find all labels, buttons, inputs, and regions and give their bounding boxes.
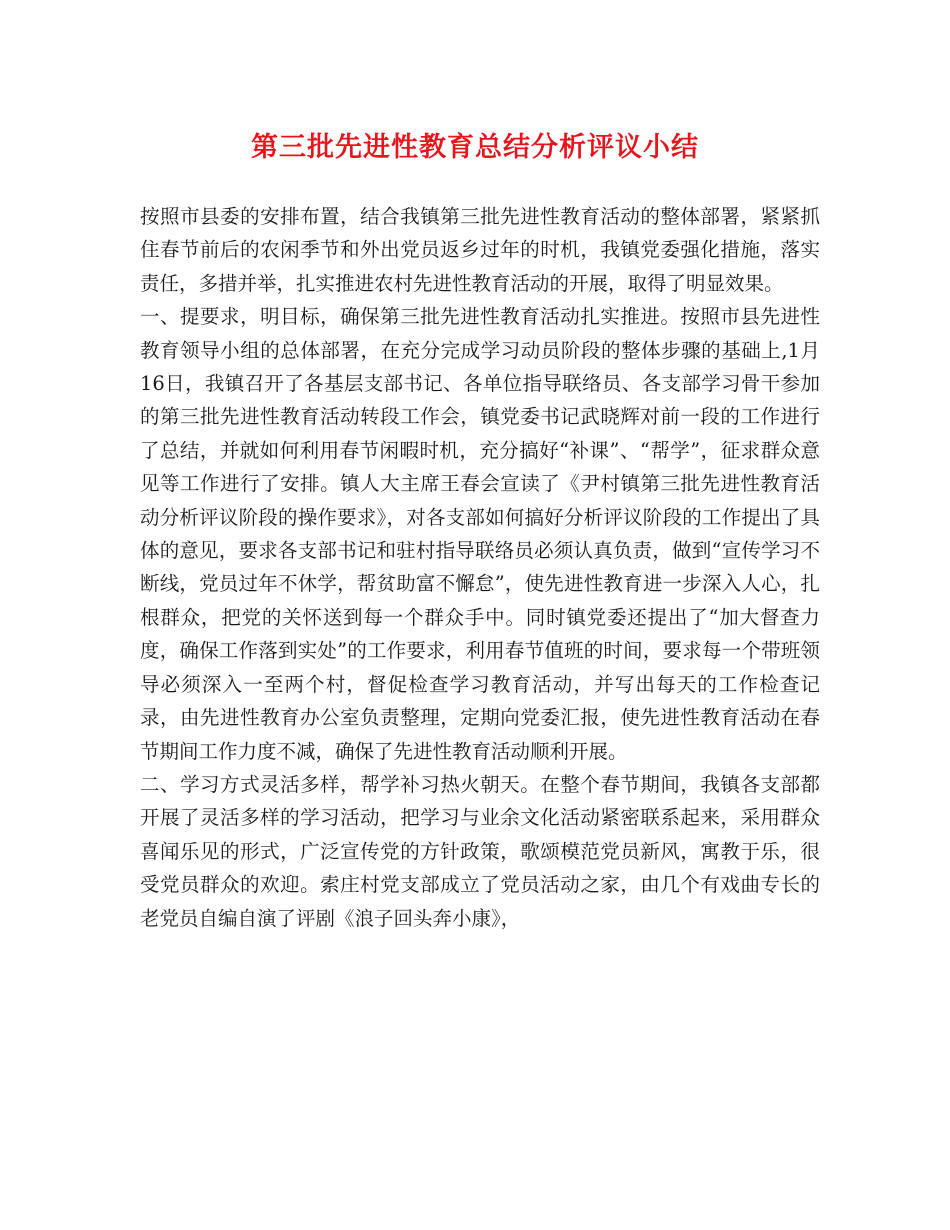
- document-title: 第三批先进性教育总结分析评议小结: [251, 132, 699, 163]
- document-body: [140, 200, 820, 935]
- paragraph-intro: 按照市县委的安排布置，结合我镇第三批先进性教育活动的整体部署，紧紧抓住春节前后的农闲季节和外出党员返乡过年的时机，我镇党委强化措施，落实责任，多措并举，扎实推进农村先进性教育活动的开展，取得了明显效果。: [140, 205, 820, 295]
- paragraph-section-two: 二、学习方式灵活多样，帮学补习热火朝天。在整个春节期间，我镇各支部都开展了灵活多样的学习活动，把学习与业余文化活动紧密联系起来，采用群众喜闻乐见的形式，广泛宣传党的方针政策，歌颂模范党员新风，寓教于乐，很受党员群众的欢迎。索庄村党支部成立了党员活动之家，由几个有戏曲专长的老党员自编自演了评剧《浪子回头奔小康》，: [140, 772, 820, 930]
- paragraph-section-one: 一、提要求，明目标，确保第三批先进性教育活动扎实推进。按照市县先进性教育领导小组的总体部署，在充分完成学习动员阶段的整体步骤的基础上,1月16日，我镇召开了各基层支部书记、各单位指导联络员、各支部学习骨干参加的第三批先进性教育活动转段工作会，镇党委书记武晓辉对前一段的工作进行了总结，并就如何利用春节闲暇时机，充分搞好“补课”、“帮学”，征求群众意见等工作进行了安排。镇人大主席王春会宣读了《尹村镇第三批先进性教育活动分析评议阶段的操作要求》，对各支部如何搞好分析评议阶段的工作提出了具体的意见，要求各支部书记和驻村指导联络员必须认真负责，做到“宣传学习不断线，党员过年不休学，帮贫助富不懈怠”，使先进性教育进一步深入人心，扎根群众，把党的关怀送到每一个群众手中。同时镇党委还提出了“加大督查力度，确保工作落到实处”的工作要求，利用春节值班的时间，要求每一个带班领导必须深入一至两个村，督促检查学习教育活动，并写出每天的工作检查记录，由先进性教育办公室负责整理，定期向党委汇报，使先进性教育活动在春节期间工作力度不减，确保了先进性教育活动顺利开展。: [140, 305, 820, 763]
